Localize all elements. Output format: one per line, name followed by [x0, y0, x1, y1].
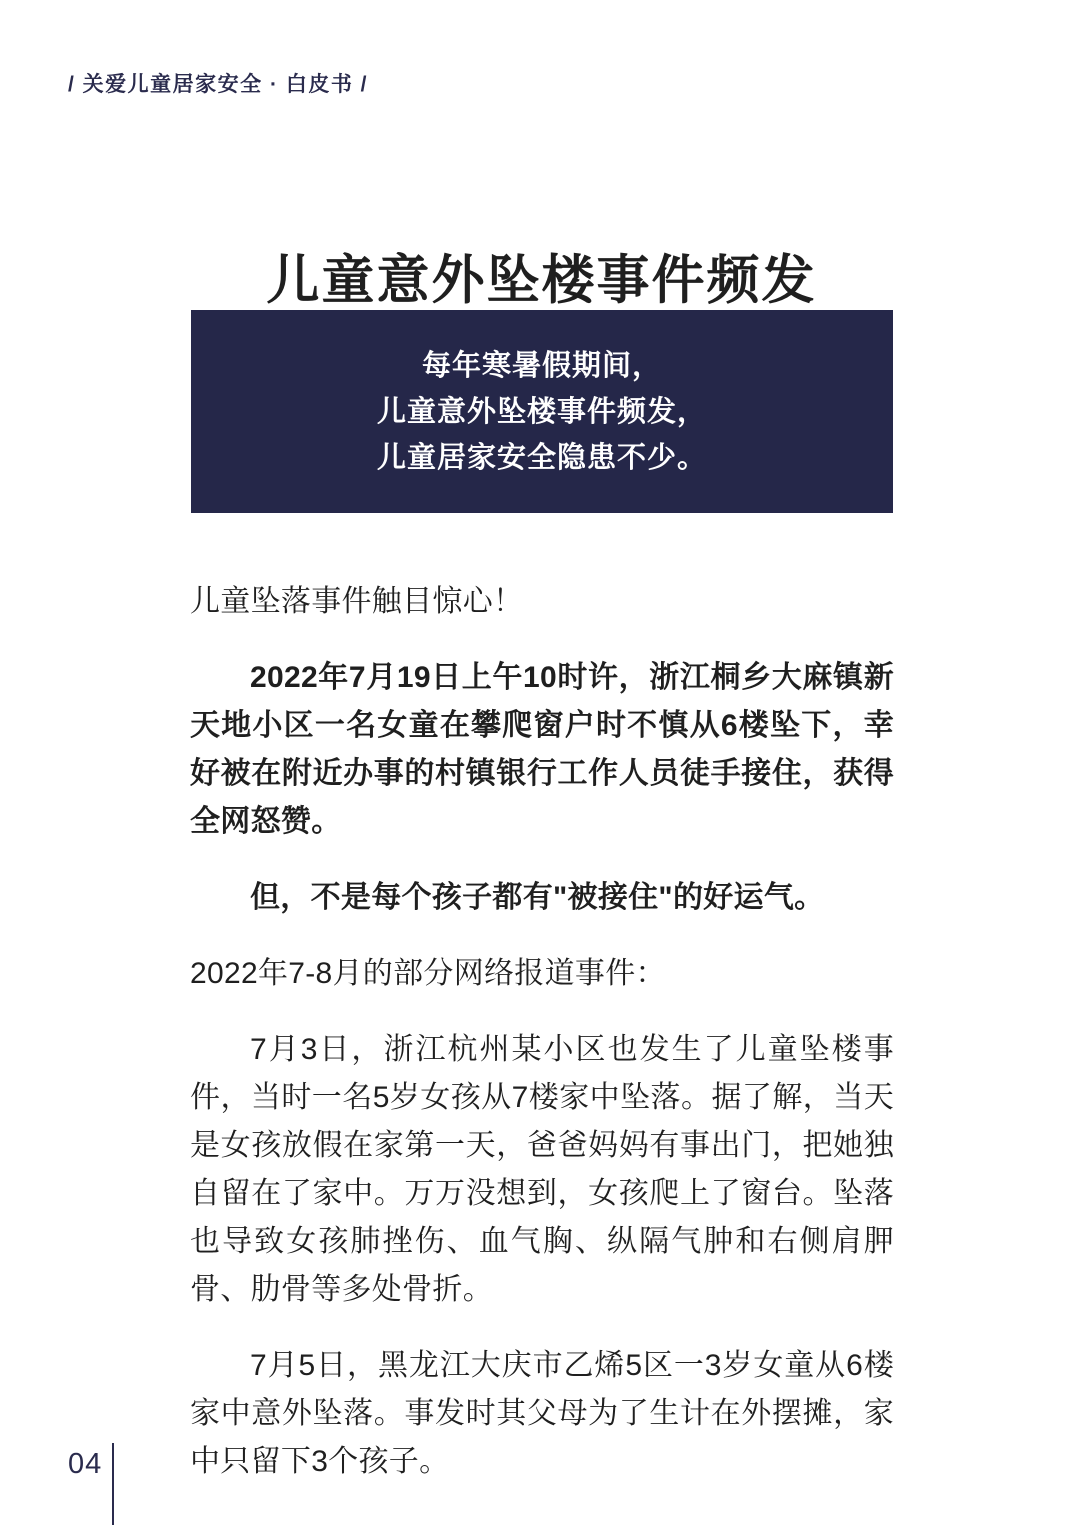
callout-line-3: 儿童居家安全隐患不少。 [376, 441, 707, 474]
running-header: / 关爱儿童居家安全 · 白皮书 / [68, 73, 368, 96]
paragraph-tongxiang-case: 2022年7月19日上午10时许，浙江桐乡大麻镇新天地小区一名女童在攀爬窗户时不慎从6楼坠下，幸好被在附近办事的村镇银行工作人员徒手接住，获得全网怒赞。 [190, 661, 894, 838]
body-copy [190, 578, 894, 1508]
paragraph-hangzhou-case: 7月3日，浙江杭州某小区也发生了儿童坠楼事件，当时一名5岁女孩从7楼家中坠落。据了解，当天是女孩放假在家第一天，爸爸妈妈有事出门，把她独自留在了家中。万万没想到，女孩爬上了窗台。坠落也导致女孩肺挫伤、血气胸、纵隔气肿和右侧肩胛骨、肋骨等多处骨折。 [190, 1033, 894, 1306]
page-number: 04 [68, 1448, 103, 1480]
footer-vertical-rule [112, 1443, 114, 1525]
paragraph-report-intro: 2022年7-8月的部分网络报道事件： [190, 957, 666, 990]
paragraph-luck-note: 但，不是每个孩子都有"被接住"的好运气。 [250, 881, 825, 914]
paragraph-lead: 儿童坠落事件触目惊心！ [190, 585, 524, 618]
callout-line-2: 儿童意外坠楼事件频发， [376, 395, 707, 428]
page-title: 儿童意外坠楼事件频发 [266, 250, 817, 310]
paragraph-daqing-case: 7月5日，黑龙江大庆市乙烯5区一3岁女童从6楼家中意外坠落。事发时其父母为了生计在外摆摊，家中只留下3个孩子。 [190, 1349, 894, 1478]
callout-line-1: 每年寒暑假期间， [421, 349, 662, 382]
highlight-callout-box [191, 310, 893, 513]
